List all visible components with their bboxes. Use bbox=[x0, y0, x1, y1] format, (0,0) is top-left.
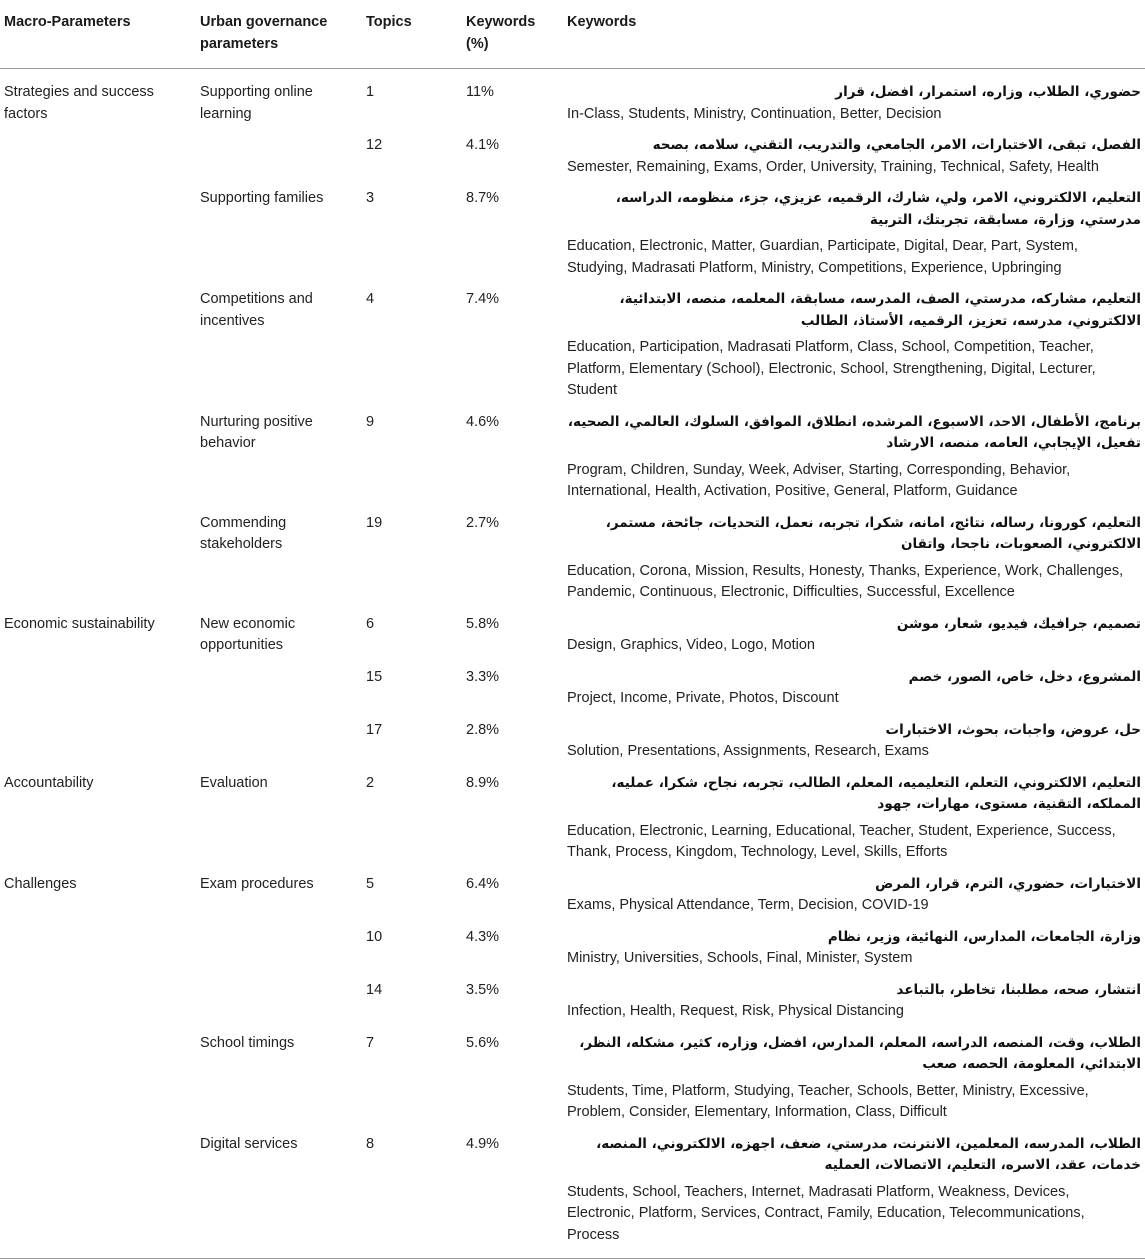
percent-cell: 11% bbox=[466, 84, 494, 100]
keywords-cell bbox=[563, 284, 1145, 407]
english-keywords: Ministry, Universities, Schools, Final, Minister, System bbox=[567, 950, 913, 966]
english-keywords: Education, Corona, Mission, Results, Honesty, Thanks, Experience, Work, Challenges, Pandemic, Continuous, Electronic, Difficulties, Successful, Excellence bbox=[567, 562, 1124, 600]
macro-parameter-cell bbox=[0, 922, 196, 975]
percent-cell: 2.8% bbox=[466, 721, 500, 738]
table-row bbox=[0, 69, 1145, 131]
keywords-cell bbox=[563, 715, 1145, 768]
percent-cell: 2.7% bbox=[466, 514, 500, 531]
english-keywords: Students, School, Teachers, Internet, Madrasati Platform, Weakness, Devices, Electronic, Platform, Services, Contract, Family, Education, Telecommunications, Process bbox=[567, 1183, 1085, 1243]
english-keywords: Infection, Health, Request, Risk, Physical Distancing bbox=[567, 1003, 904, 1019]
table-row bbox=[0, 869, 1145, 922]
macro-parameter-cell: Challenges bbox=[4, 875, 77, 892]
english-keywords: Education, Electronic, Matter, Guardian, Participate, Digital, Dear, Part, System, Studying, Madrasati Platform, Ministry, Competitions, Experience, Upbringing bbox=[567, 238, 1078, 276]
keywords-cell bbox=[563, 869, 1145, 922]
keywords-cell bbox=[563, 922, 1145, 975]
arabic-keywords: التعليم، مشاركه، مدرستي، الصف، المدرسه، مسابقة، المعلمه، منصه، الابتدائية، الالكتروني، مدرسه، تعزيز، الرقميه، الأستاذ، الطالب bbox=[619, 291, 1141, 329]
macro-parameter-cell bbox=[0, 130, 196, 183]
keywords-cell bbox=[563, 1129, 1145, 1259]
percent-cell: 3.3% bbox=[466, 668, 500, 685]
table-row bbox=[0, 609, 1145, 662]
english-keywords: Project, Income, Private, Photos, Discount bbox=[567, 690, 839, 706]
keywords-cell bbox=[563, 975, 1145, 1028]
macro-parameter-cell: Strategies and success factors bbox=[4, 84, 154, 122]
arabic-keywords: حل، عروض، واجبات، بحوث، الاختبارات bbox=[885, 721, 1141, 738]
topic-cell: 19 bbox=[366, 514, 383, 531]
macro-parameter-cell: Economic sustainability bbox=[4, 615, 155, 632]
urban-parameter-cell: Evaluation bbox=[200, 774, 268, 791]
table-row bbox=[0, 407, 1145, 508]
table-row bbox=[0, 715, 1145, 768]
arabic-keywords: حضوري، الطلاب، وزاره، استمرار، افضل، قرار bbox=[835, 84, 1141, 100]
keywords-cell bbox=[563, 1028, 1145, 1129]
arabic-keywords: الطلاب، المدرسه، المعلمين، الانترنت، مدرستي، ضعف، اجهزه، الالكتروني، المنصه، خدمات، عقد، الاسره، التعليم، الاتصالات، العمليه bbox=[596, 1135, 1141, 1173]
table-row bbox=[0, 1129, 1145, 1259]
arabic-keywords: الاختبارات، حضوري، الترم، قرار، المرض bbox=[875, 875, 1141, 892]
percent-cell: 4.9% bbox=[466, 1135, 500, 1152]
keywords-cell bbox=[563, 69, 1145, 131]
topic-cell: 9 bbox=[366, 413, 375, 430]
keywords-cell bbox=[563, 662, 1145, 715]
english-keywords: Education, Participation, Madrasati Platform, Class, School, Competition, Teacher, Platform, Elementary (School), Electronic, School, Strengthening, Digital, Lecturer, Student bbox=[567, 339, 1096, 398]
table-row bbox=[0, 284, 1145, 407]
topic-cell: 8 bbox=[366, 1135, 375, 1152]
arabic-keywords: المشروع، دخل، خاص، الصور، خصم bbox=[908, 668, 1141, 685]
english-keywords: Students, Time, Platform, Studying, Teacher, Schools, Better, Ministry, Excessive, Problem, Consider, Elementary, Information, Class, Difficult bbox=[567, 1082, 1089, 1120]
english-keywords: Exams, Physical Attendance, Term, Decision, COVID-19 bbox=[567, 897, 929, 913]
table-row bbox=[0, 662, 1145, 715]
topic-cell: 17 bbox=[366, 721, 383, 738]
header-keywords-percent: Keywords (%) bbox=[466, 14, 536, 52]
topic-cell: 6 bbox=[366, 615, 375, 632]
keywords-cell bbox=[563, 130, 1145, 183]
percent-cell: 5.6% bbox=[466, 1034, 500, 1051]
urban-parameter-cell bbox=[196, 715, 362, 768]
urban-parameter-cell: Supporting families bbox=[200, 190, 324, 206]
arabic-keywords: وزارة، الجامعات، المدارس، النهائية، وزير، نظام bbox=[827, 928, 1141, 945]
macro-parameter-cell bbox=[0, 1028, 196, 1129]
macro-parameter-cell bbox=[0, 975, 196, 1028]
header-keywords: Keywords bbox=[567, 14, 637, 30]
table-row bbox=[0, 183, 1145, 284]
macro-parameter-cell bbox=[0, 284, 196, 407]
percent-cell: 3.5% bbox=[466, 981, 500, 998]
table-row bbox=[0, 768, 1145, 869]
english-keywords: Solution, Presentations, Assignments, Research, Exams bbox=[567, 743, 929, 759]
keywords-cell bbox=[563, 183, 1145, 284]
arabic-keywords: الفصل، تبقى، الاختبارات، الامر، الجامعي، والتدريب، التقني، سلامه، بصحه bbox=[652, 137, 1141, 153]
urban-parameter-cell: Exam procedures bbox=[200, 875, 314, 892]
macro-parameter-cell bbox=[0, 1129, 196, 1259]
english-keywords: In-Class, Students, Ministry, Continuation, Better, Decision bbox=[567, 105, 942, 122]
percent-cell: 7.4% bbox=[466, 291, 500, 307]
topic-cell: 1 bbox=[366, 84, 375, 100]
arabic-keywords: تصميم، جرافيك، فيديو، شعار، موشن bbox=[896, 615, 1141, 632]
topic-cell: 5 bbox=[366, 875, 375, 892]
keywords-cell bbox=[563, 768, 1145, 869]
topic-cell: 12 bbox=[366, 137, 383, 153]
urban-parameter-cell bbox=[196, 662, 362, 715]
macro-parameter-cell bbox=[0, 183, 196, 284]
topic-cell: 14 bbox=[366, 981, 383, 998]
percent-cell: 8.7% bbox=[466, 190, 500, 206]
header-topics: Topics bbox=[366, 14, 412, 30]
arabic-keywords: الطلاب، وقت، المنصه، الدراسه، المعلم، المدارس، افضل، وزاره، كثير، مشكله، النظر، الابتدائي، المعلومة، الحصه، صعب bbox=[579, 1034, 1141, 1072]
table-row bbox=[0, 975, 1145, 1028]
english-keywords: Semester, Remaining, Exams, Order, University, Training, Technical, Safety, Health bbox=[567, 158, 1099, 175]
percent-cell: 6.4% bbox=[466, 875, 500, 892]
arabic-keywords: انتشار، صحه، مطلبنا، تخاطر، بالتباعد bbox=[896, 981, 1141, 998]
topic-cell: 7 bbox=[366, 1034, 375, 1051]
topic-cell: 4 bbox=[366, 291, 375, 307]
urban-parameter-cell: School timings bbox=[200, 1034, 295, 1051]
table-row bbox=[0, 130, 1145, 183]
urban-parameter-cell: Commending stakeholders bbox=[200, 514, 287, 552]
topic-cell: 2 bbox=[366, 774, 375, 791]
macro-parameter-cell bbox=[0, 662, 196, 715]
header-urban-governance: Urban governance parameters bbox=[200, 14, 328, 52]
english-keywords: Program, Children, Sunday, Week, Adviser, Starting, Corresponding, Behavior, International, Health, Activation, Positive, General, Platform, Guidance bbox=[567, 461, 1071, 499]
urban-parameter-cell: Digital services bbox=[200, 1135, 298, 1152]
english-keywords: Education, Electronic, Learning, Educational, Teacher, Student, Experience, Success, Thank, Process, Kingdom, Technology, Level, Skills, Efforts bbox=[567, 822, 1116, 860]
macro-parameter-cell bbox=[0, 407, 196, 508]
macro-parameter-cell bbox=[0, 715, 196, 768]
keywords-cell bbox=[563, 508, 1145, 609]
urban-parameter-cell bbox=[196, 130, 362, 183]
percent-cell: 5.8% bbox=[466, 615, 500, 632]
percent-cell: 4.6% bbox=[466, 413, 500, 430]
keywords-cell bbox=[563, 407, 1145, 508]
arabic-keywords: التعليم، الالكتروني، الامر، ولي، شارك، الرقميه، عزيزي، جزء، منظومه، الدراسه، مدرستي، وزارة، مسابقة، تجربتك، التربية bbox=[615, 190, 1141, 228]
urban-parameter-cell bbox=[196, 975, 362, 1028]
percent-cell: 4.1% bbox=[466, 137, 500, 153]
urban-parameter-cell: Competitions and incentives bbox=[200, 291, 313, 329]
arabic-keywords: التعليم، كورونا، رساله، نتائج، امانه، شكرا، تجربه، نعمل، التحديات، جائحة، مستمر، الالكتروني، الصعوبات، ناجحا، واتقان bbox=[605, 514, 1141, 552]
table-row bbox=[0, 922, 1145, 975]
table-row bbox=[0, 508, 1145, 609]
urban-parameter-cell: Nurturing positive behavior bbox=[200, 413, 313, 451]
arabic-keywords: برنامج، الأطفال، الاحد، الاسبوع، المرشده، انطلاق، الموافق، السلوك، العالمي، الصحيه، تفعيل، الإيجابي، العامه، منصه، الارشاد bbox=[567, 413, 1141, 451]
english-keywords: Design, Graphics, Video, Logo, Motion bbox=[567, 637, 815, 653]
table-row bbox=[0, 1028, 1145, 1129]
macro-parameter-cell bbox=[0, 508, 196, 609]
urban-parameter-cell: New economic opportunities bbox=[200, 615, 296, 653]
header-row bbox=[0, 0, 1145, 69]
keywords-cell bbox=[563, 609, 1145, 662]
macro-parameter-cell: Accountability bbox=[4, 774, 94, 791]
topic-cell: 10 bbox=[366, 928, 383, 945]
header-macro-parameters: Macro-Parameters bbox=[4, 14, 131, 30]
percent-cell: 4.3% bbox=[466, 928, 500, 945]
topic-cell: 15 bbox=[366, 668, 383, 685]
arabic-keywords: التعليم، الالكتروني، التعلم، التعليميه، المعلم، الطالب، تجربه، نجاح، شكرا، عمليه، المملكه، التقنية، مستوى، مهارات، جهود bbox=[611, 774, 1141, 812]
percent-cell: 8.9% bbox=[466, 774, 500, 791]
urban-parameter-cell: Supporting online learning bbox=[200, 84, 313, 122]
topic-cell: 3 bbox=[366, 190, 375, 206]
urban-parameter-cell bbox=[196, 922, 362, 975]
